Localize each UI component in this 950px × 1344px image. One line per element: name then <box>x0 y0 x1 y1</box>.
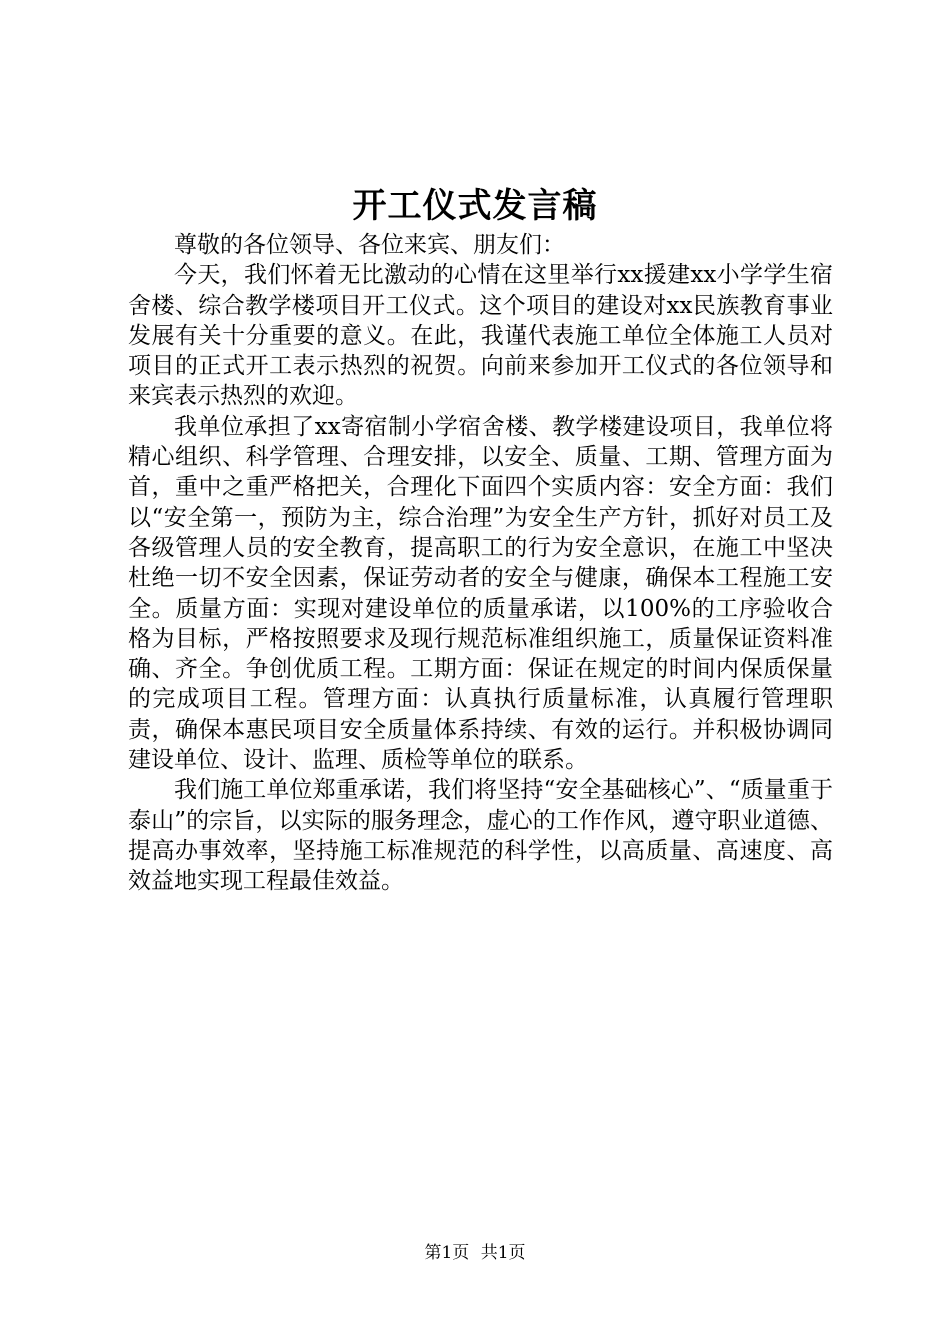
page-total: 共1页 <box>480 1243 526 1263</box>
document-body <box>128 230 833 897</box>
body-paragraph: 我单位承担了xx寄宿制小学宿舍楼、教学楼建设项目，我单位将精心组织、科学管理、合理安排，以安全、质量、工期、管理方面为首，重中之重严格把关，合理化下面四个实质内容：安全方面：我们以“安全第一，预防为主，综合治理”为安全生产方针，抓好对员工及各级管理人员的安全教育，提高职工的行为安全意识，在施工中坚决杜绝一切不安全因素，保证劳动者的安全与健康，确保本工程施工安全。质量方面：实现对建设单位的质量承诺，以100%的工序验收合格为目标，严格按照要求及现行规范标准组织施工，质量保证资料准确、齐全。争创优质工程。工期方面：保证在规定的时间内保质保量的完成项目工程。管理方面：认真执行质量标准，认真履行管理职责，确保本惠民项目安全质量体系持续、有效的运行。并积极协调同建设单位、设计、监理、质检等单位的联系。 <box>128 413 833 774</box>
document-title: 开工仪式发言稿 <box>352 186 598 226</box>
page-number: 第1页 <box>424 1243 470 1263</box>
body-paragraph: 我们施工单位郑重承诺，我们将坚持“安全基础核心”、“质量重于泰山”的宗旨，以实际的服务理念，虚心的工作作风，遵守职业道德、提高办事效率，坚持施工标准规范的科学性，以高质量、高速度、高效益地实现工程最佳效益。 <box>128 777 833 895</box>
page-footer <box>0 1241 950 1265</box>
body-paragraph: 今天，我们怀着无比激动的心情在这里举行xx援建xx小学学生宿舍楼、综合教学楼项目开工仪式。这个项目的建设对xx民族教育事业发展有关十分重要的意义。在此，我谨代表施工单位全体施工人员对项目的正式开工表示热烈的祝贺。向前来参加开工仪式的各位领导和来宾表示热烈的欢迎。 <box>128 262 833 410</box>
salutation-paragraph: 尊敬的各位领导、各位来宾、朋友们： <box>174 232 565 258</box>
